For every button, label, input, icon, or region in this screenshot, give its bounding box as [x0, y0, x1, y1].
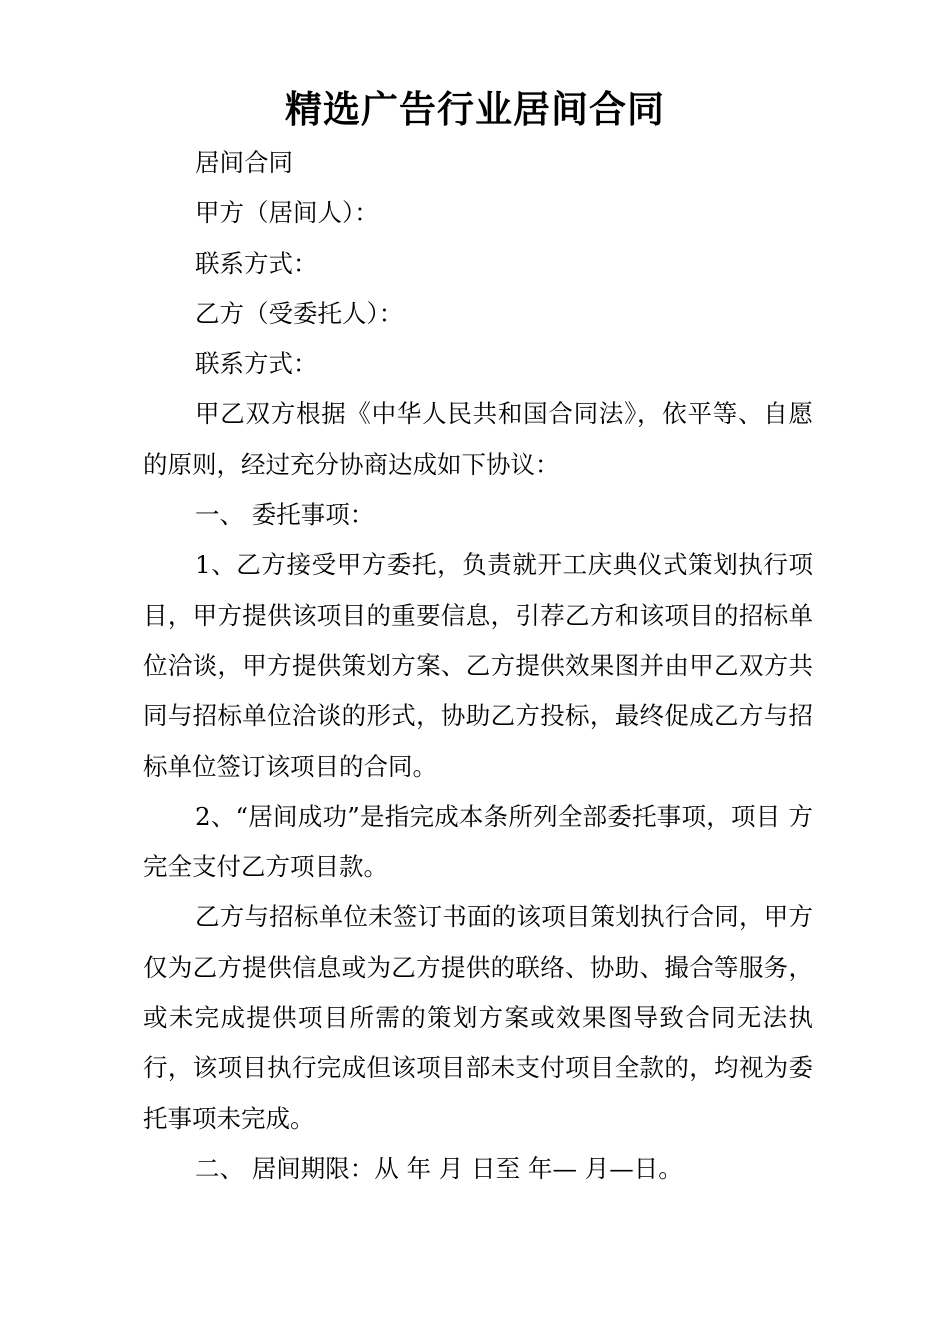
section-two-term-line: 二、 居间期限：从 年 月 日至 年— 月—日。: [195, 1153, 683, 1183]
document-body: [143, 138, 813, 1194]
preamble-paragraph: 甲乙双方根据《中华人民共和国合同法》，依平等、自愿的原则，经过充分协商达成如下协议：: [143, 399, 813, 479]
party-b-contact-line: 联系方式：: [195, 349, 318, 379]
clause-1-paragraph: 1、乙方接受甲方委托，负责就开工庆典仪式策划执行项目，甲方提供该项目的重要信息，引荐乙方和该项目的招标单位洽谈，甲方提供策划方案、乙方提供效果图并由甲乙双方共同与招标单位洽谈的形式，协助乙方投标，最终促成乙方与招标单位签订该项目的合同。: [143, 550, 813, 781]
document-title: 精选广告行业居间合同: [285, 88, 665, 131]
party-b-line: 乙方（受委托人）：: [195, 298, 404, 328]
contract-heading: 居间合同: [195, 148, 293, 177]
party-a-contact-line: 联系方式：: [195, 248, 318, 278]
clause-2-paragraph: 2、“居间成功”是指完成本条所列全部委托事项，项目 方完全支付乙方项目款。: [143, 801, 813, 882]
section-one-heading: 一、 委托事项：: [195, 500, 375, 530]
party-a-line: 甲方（居间人）：: [195, 198, 379, 228]
incomplete-conditions-paragraph: 乙方与招标单位未签订书面的该项目策划执行合同，甲方仅为乙方提供信息或为乙方提供的联络、协助、撮合等服务，或未完成提供项目所需的策划方案或效果图导致合同无法执行，该项目执行完成但该项目部未支付项目全款的，均视为委托事项未完成。: [143, 902, 813, 1133]
